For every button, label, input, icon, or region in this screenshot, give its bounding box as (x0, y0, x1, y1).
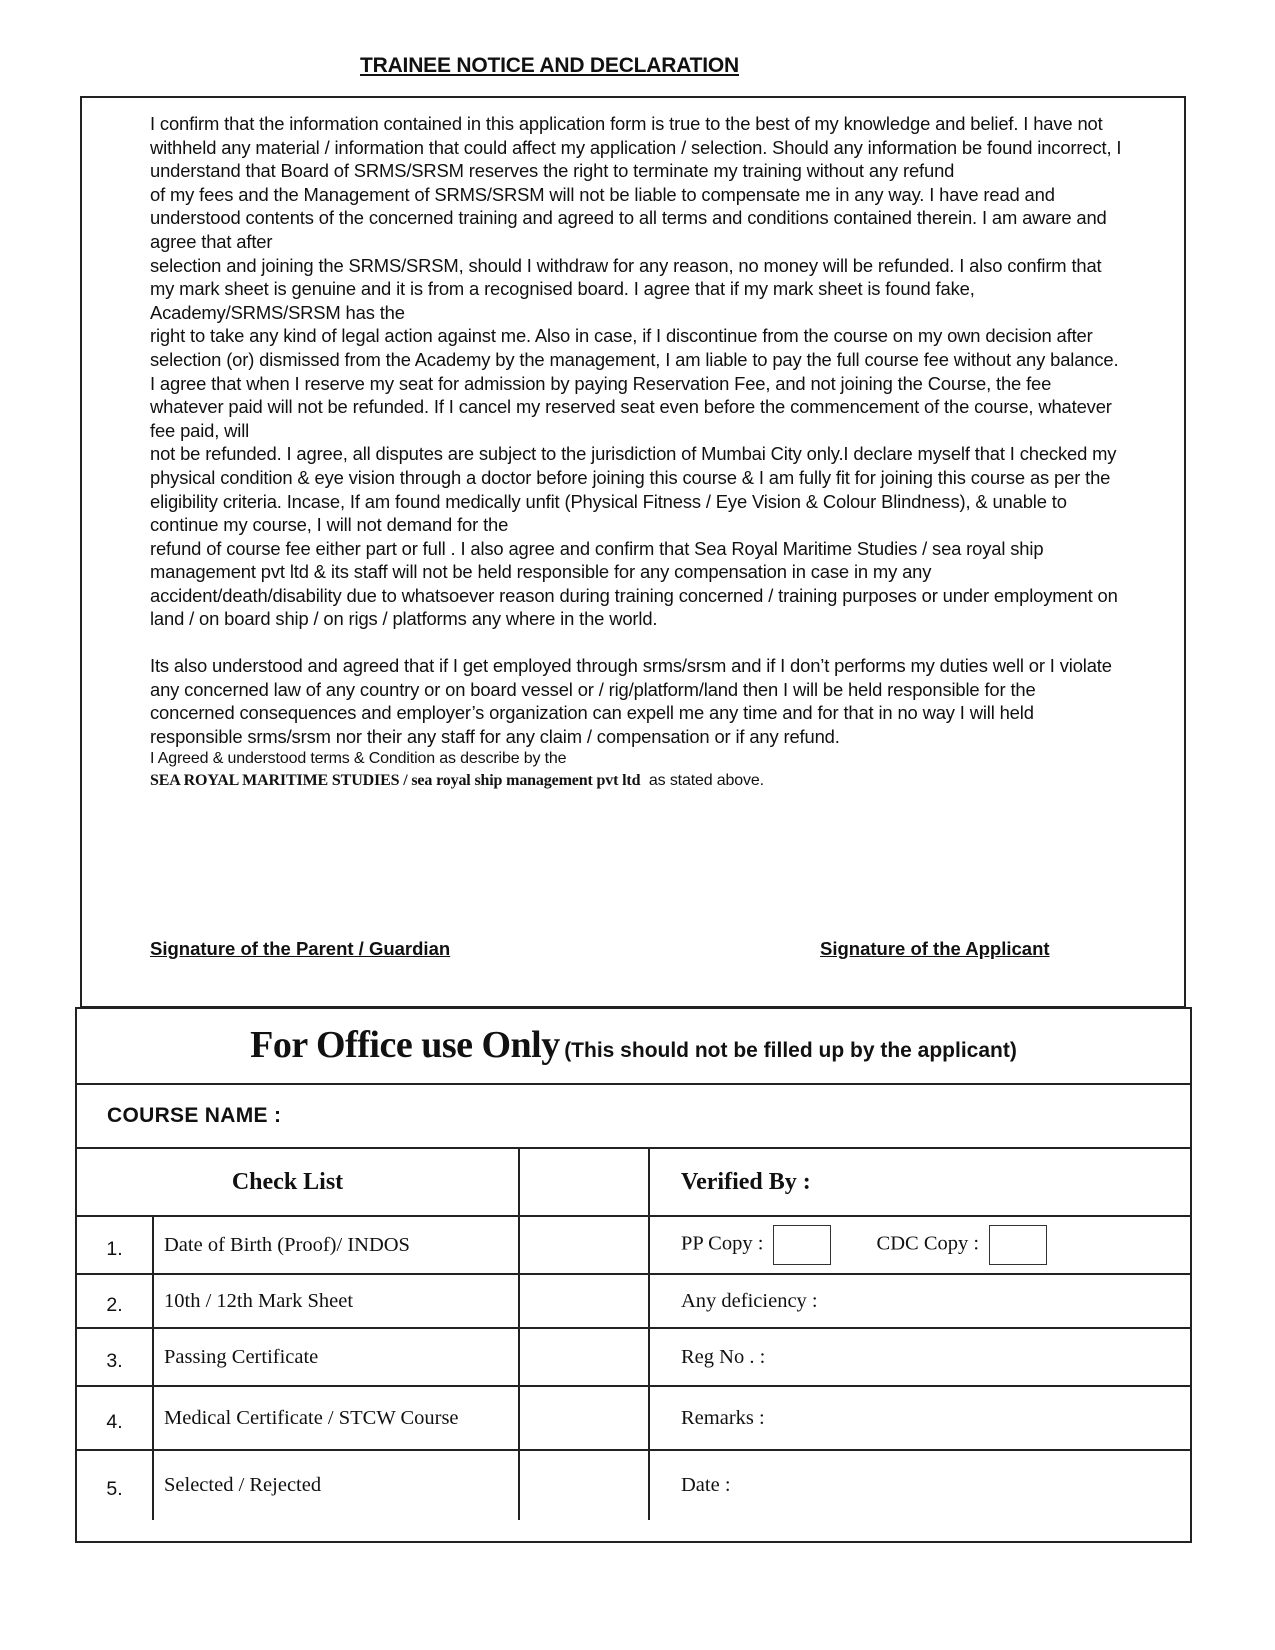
checklist-mark-cell[interactable] (519, 1216, 649, 1274)
table-row (77, 1450, 1190, 1520)
signature-applicant-label: Signature of the Applicant (820, 938, 1050, 959)
declaration-paragraph: selection and joining the SRMS/SRSM, should I withdraw for any reason, no money will be refunded. I also confirm that my mark sheet is genuine and it is from a recognised board. I agree that if my mark sheet is found fake, Academy/SRMS/SRSM has the (150, 254, 1102, 323)
declaration-paragraph: right to take any kind of legal action against me. Also in case, if I discontinue from the course on my own decision after selection (or) dismissed from the Academy by the management, I am liable to pay the full course fee without any balance. (150, 325, 1119, 370)
verified-by-header: Verified By : (649, 1149, 1190, 1216)
signature-parent-label: Signature of the Parent / Guardian (150, 938, 451, 959)
row-number: 4. (77, 1386, 153, 1450)
checklist-mark-cell[interactable] (519, 1328, 649, 1386)
declaration-paragraph: I confirm that the information contained in this application form is true to the best of my knowledge and belief. I have not withheld any material / information that could affect my application / selection. Should any information be found incorrect, I understand that Board of SRMS/SRSM reserves the right to terminate my training without any refund (150, 113, 1122, 182)
office-heading-note: (This should not be filled up by the applicant) (564, 1039, 1017, 1062)
any-deficiency-label[interactable]: Any deficiency : (649, 1274, 1190, 1328)
declaration-box (80, 96, 1186, 1008)
table-row (77, 1216, 1190, 1274)
declaration-paragraph: of my fees and the Management of SRMS/SRSM will not be liable to compensate me in any way. I have read and understood contents of the concerned training and agreed to all terms and conditions contained therein. I am aware and agree that after (150, 183, 1107, 252)
date-label[interactable]: Date : (681, 1474, 731, 1496)
pp-copy-group (681, 1225, 831, 1265)
checklist-item: 10th / 12th Mark Sheet (153, 1274, 519, 1328)
remarks-label[interactable]: Remarks : (649, 1386, 1190, 1450)
checklist-item: Passing Certificate (153, 1328, 519, 1386)
checklist-item: Date of Birth (Proof)/ INDOS (153, 1216, 519, 1274)
verify-cell (649, 1216, 1190, 1274)
checklist-item: Medical Certificate / STCW Course (153, 1386, 519, 1450)
row-number: 3. (77, 1328, 153, 1386)
company-name: SEA ROYAL MARITIME STUDIES / sea royal ship management pvt ltd (150, 772, 641, 790)
declaration-paragraph: I agree that when I reserve my seat for admission by paying Reservation Fee, and not joining the Course, the fee whatever paid will not be refunded. If I cancel my reserved seat even before the commencement of the course, whatever fee paid, will (150, 372, 1112, 441)
table-row (77, 1328, 1190, 1386)
checklist-mark-cell[interactable] (519, 1386, 649, 1450)
course-name-row (77, 1085, 1190, 1149)
row-number: 5. (77, 1450, 153, 1520)
cdc-copy-label: CDC Copy : (876, 1232, 980, 1255)
employment-paragraph: Its also understood and agreed that if I get employed through srms/srsm and if I don’t performs my duties well or I violate any concerned law of any country or on board vessel or / rig/platform/land then I will be held responsible for the concerned consequences and employer’s organization can expell me any time and for that in no way I will held responsible srms/srsm nor their any staff for any claim / compensation or if any refund. (150, 655, 1112, 747)
table-row (77, 1274, 1190, 1328)
page-title: TRAINEE NOTICE AND DECLARATION (360, 54, 739, 77)
row-number: 2. (77, 1274, 153, 1328)
office-use-section (75, 1007, 1192, 1543)
office-heading (77, 1009, 1190, 1085)
declaration-paragraph: refund of course fee either part or full . I also agree and confirm that Sea Royal Maritime Studies / sea royal ship management pvt ltd & its staff will not be held responsible for any compensation in case in my any accident/death/disability due to whatsoever reason during training concerned / training purposes or under employment on land / on board ship / on rigs / platforms any where in the world. (150, 537, 1118, 630)
company-line (150, 769, 1125, 792)
checklist-mark-cell[interactable] (519, 1274, 649, 1328)
checklist-item: Selected / Rejected (153, 1450, 519, 1520)
declaration-paragraph: not be refunded. I agree, all disputes are subject to the jurisdiction of Mumbai City only.I declare myself that I checked my physical condition & eye vision through a doctor before joining this course & I am fully fit for joining this course as per the eligibility criteria. Incase, If am found medically unfit (Physical Fitness / Eye Vision & Colour Blindness), & unable to continue my course, I will not demand for the (150, 443, 1117, 536)
pp-copy-checkbox[interactable] (773, 1225, 831, 1265)
checklist-header-row (77, 1149, 1190, 1216)
checklist-mark-cell[interactable] (519, 1450, 649, 1520)
checklist-table (77, 1149, 1190, 1520)
checklist-header: Check List (77, 1149, 519, 1216)
declaration-text (150, 112, 1125, 792)
cdc-copy-checkbox[interactable] (989, 1225, 1047, 1265)
reg-no-label[interactable]: Reg No . : (649, 1328, 1190, 1386)
pp-copy-label: PP Copy : (681, 1232, 764, 1255)
row-number: 1. (77, 1216, 153, 1274)
table-row (77, 1386, 1190, 1450)
cdc-copy-group (877, 1225, 1048, 1265)
checklist-blank-cell (519, 1149, 649, 1216)
agree-line: I Agreed & understood terms & Condition as describe by the (150, 750, 567, 768)
office-heading-title: For Office use Only (250, 1024, 560, 1066)
course-name-label: COURSE NAME : (107, 1104, 282, 1127)
company-suffix: as stated above. (640, 772, 764, 790)
